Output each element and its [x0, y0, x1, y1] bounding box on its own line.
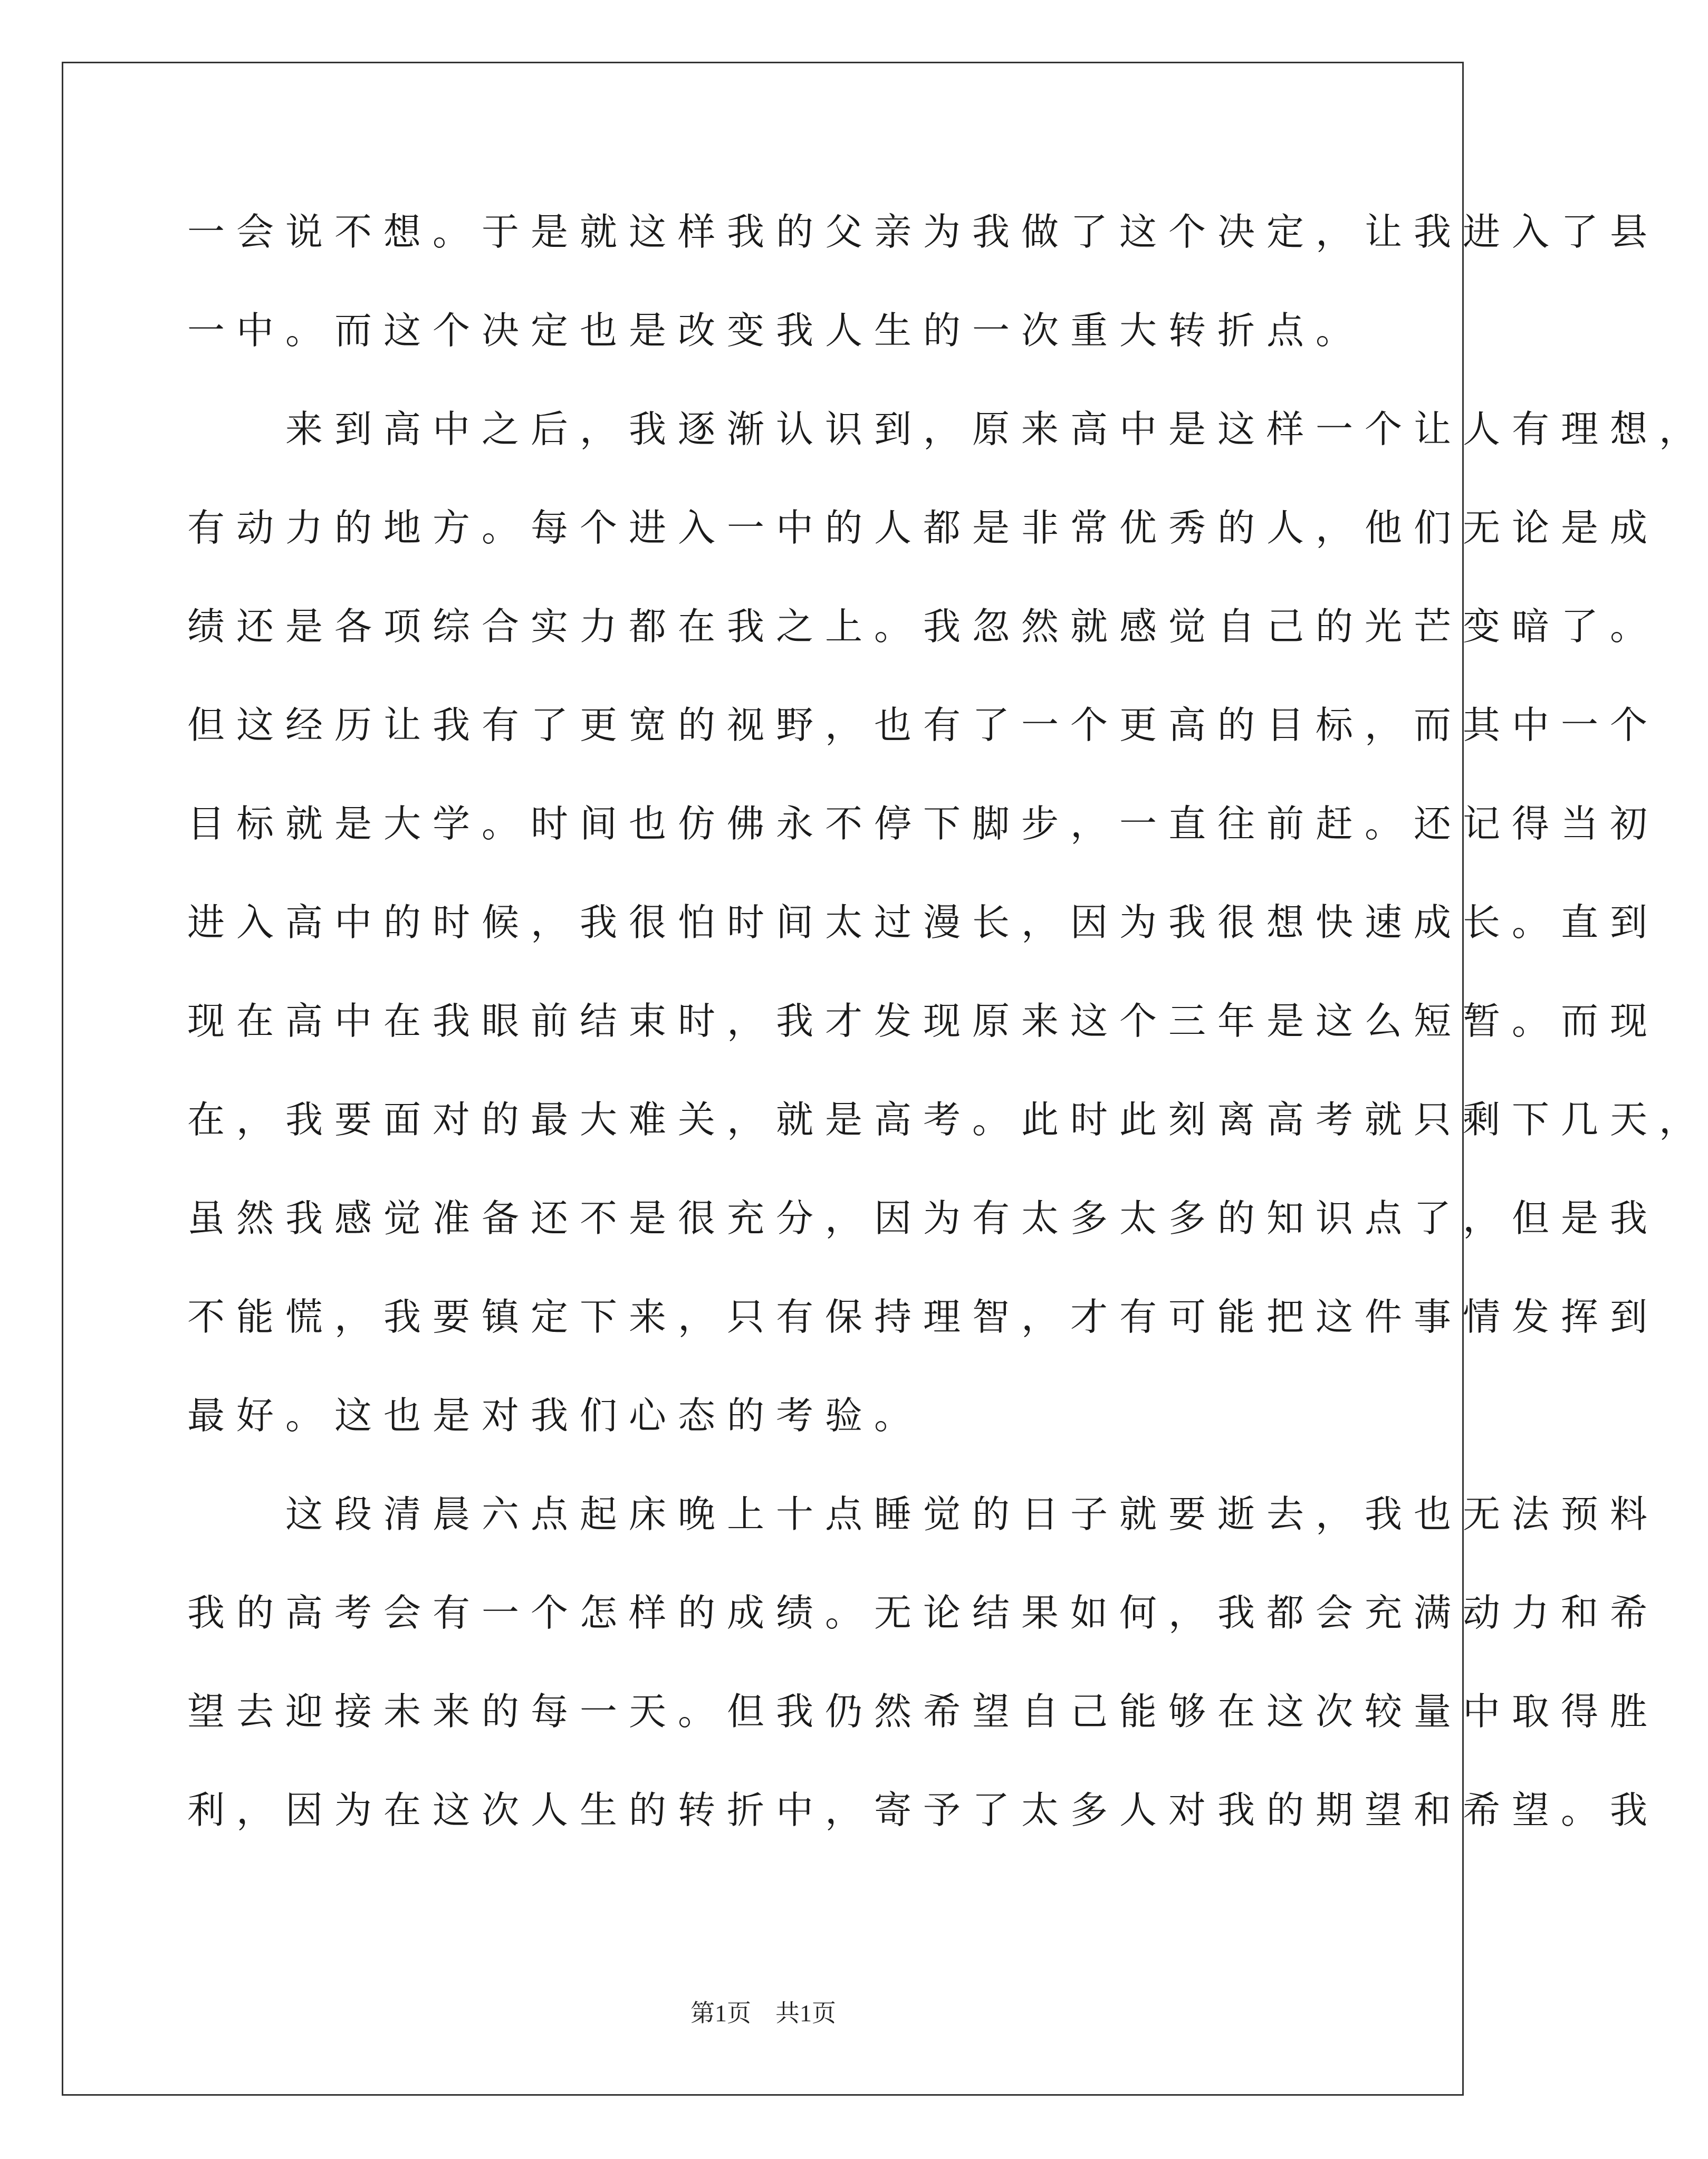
text-line: 但这经历让我有了更宽的视野，也有了一个更高的目标，而其中一个 [187, 703, 1659, 747]
text-line: 我的高考会有一个怎样的成绩。无论结果如何，我都会充满动力和希 [187, 1591, 1659, 1635]
text-line: 进入高中的时候，我很怕时间太过漫长，因为我很想快速成长。直到 [187, 900, 1659, 944]
text-line: 在，我要面对的最大难关，就是高考。此时此刻离高考就只剩下几天， [187, 1098, 1708, 1141]
text-line: 最好。这也是对我们心态的考验。 [187, 1394, 924, 1437]
text-line: 利，因为在这次人生的转折中，寄予了太多人对我的期望和希望。我 [187, 1788, 1659, 1832]
text-line: 虽然我感觉准备还不是很充分，因为有太多太多的知识点了，但是我 [187, 1196, 1659, 1240]
text-line: 目标就是大学。时间也仿佛永不停下脚步，一直往前赶。还记得当初 [187, 802, 1659, 846]
text-line: 这段清晨六点起床晚上十点睡觉的日子就要逝去，我也无法预料 [187, 1492, 1659, 1536]
text-line: 现在高中在我眼前结束时，我才发现原来这个三年是这么短暂。而现 [187, 999, 1659, 1043]
text-line: 一会说不想。于是就这样我的父亲为我做了这个决定，让我进入了县 [187, 210, 1659, 254]
text-line: 一中。而这个决定也是改变我人生的一次重大转折点。 [187, 309, 1365, 352]
text-line: 不能慌，我要镇定下来，只有保持理智，才有可能把这件事情发挥到 [187, 1295, 1659, 1339]
page-number-footer: 第1页 共1页 [690, 2000, 836, 2027]
text-line: 望去迎接未来的每一天。但我仍然希望自己能够在这次较量中取得胜 [187, 1690, 1659, 1733]
text-line: 来到高中之后，我逐渐认识到，原来高中是这样一个让人有理想， [187, 407, 1708, 451]
text-line: 绩还是各项综合实力都在我之上。我忽然就感觉自己的光芒变暗了。 [187, 604, 1659, 648]
text-line: 有动力的地方。每个进入一中的人都是非常优秀的人，他们无论是成 [187, 506, 1659, 550]
